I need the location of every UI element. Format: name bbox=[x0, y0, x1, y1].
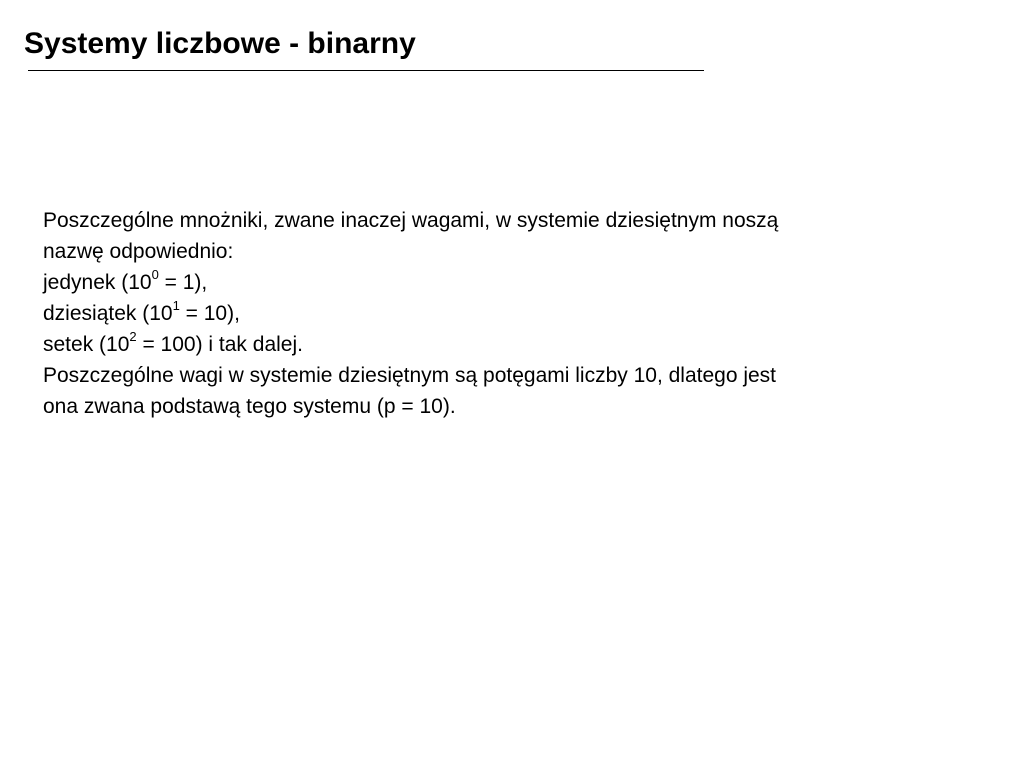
weight-value: = 10), bbox=[179, 302, 240, 325]
weight-label: jedynek (10 bbox=[43, 271, 152, 294]
weight-value: = 100) i tak dalej. bbox=[136, 333, 303, 356]
closing-line: Poszczególne wagi w systemie dziesiętnym są potęgami liczby 10, dlatego jest bbox=[43, 364, 777, 387]
slide-title: Systemy liczbowe - binarny bbox=[24, 27, 416, 60]
title-underline bbox=[28, 70, 704, 71]
weight-label: setek (10 bbox=[43, 333, 130, 356]
weight-label: dziesiątek (10 bbox=[43, 302, 173, 325]
weight-exponent: 2 bbox=[129, 329, 137, 344]
weight-tens-line bbox=[43, 298, 1003, 329]
slide-body bbox=[43, 205, 1003, 422]
closing-line: ona zwana podstawą tego systemu (p = 10). bbox=[43, 395, 456, 418]
weight-hundreds-line bbox=[43, 329, 1003, 360]
intro-line: nazwę odpowiednio: bbox=[43, 240, 234, 263]
weight-exponent: 0 bbox=[151, 267, 159, 282]
weight-ones-line bbox=[43, 267, 1003, 298]
weight-value: = 1), bbox=[158, 271, 208, 294]
intro-line: Poszczególne mnożniki, zwane inaczej wagami, w systemie dziesiętnym noszą bbox=[43, 209, 779, 232]
weight-exponent: 1 bbox=[172, 298, 180, 313]
